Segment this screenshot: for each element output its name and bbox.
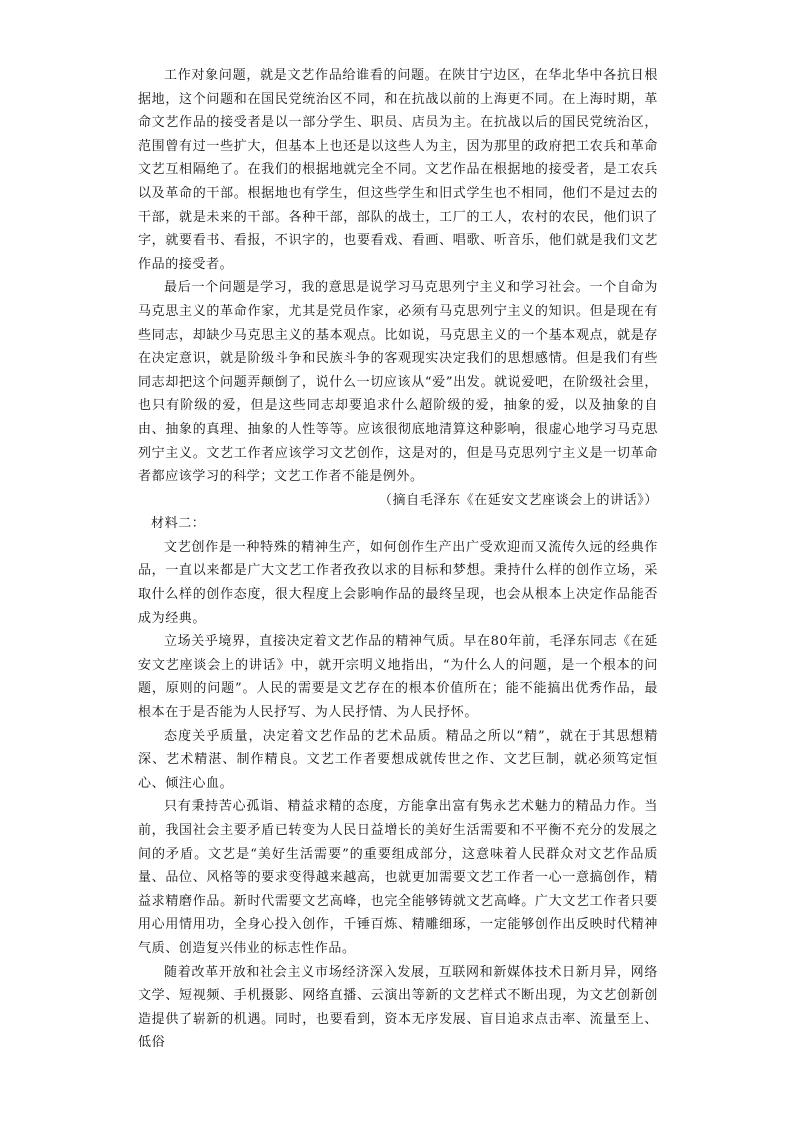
paragraph-audience: 工作对象问题，就是文艺作品给谁看的问题。在陕甘宁边区，在华北华中各抗日根据地，这个问题和在国民党统治区不同，和在抗战以前的上海更不同。在上海时期，革命文艺作品的接受者是以一部分学生、职员、店员为主。在抗战以后的国民党统治区，范围曾有过一些扩大，但基本上也还是以这些人为主，因为那里的政府把工农兵和革命文艺互相隔绝了。在我们的根据地就完全不同。文艺作品在根据地的接受者，是工农兵以及革命的干部。根据地也有学生，但这些学生和旧式学生也不相同，他们不是过去的干部，就是未来的干部。各种干部，部队的战士，工厂的工人，农村的农民，他们识了字，就要看书、看报，不识字的，也要看戏、看画、唱歌、听音乐，他们就是我们文艺作品的接受者。 xyxy=(138,68,658,272)
source-citation: （摘自毛泽东《在延安文艺座谈会上的讲话》） xyxy=(378,492,658,508)
paragraph-attitude: 态度关乎质量，决定着文艺作品的艺术品质。精品之所以“精”，就在于其思想精深、艺术精湛、制作精良。文艺工作者要想成就传世之作、文艺巨制，就必须笃定恒心、倾注心血。 xyxy=(138,728,658,791)
paragraph-reform: 随着改革开放和社会主义市场经济深入发展，互联网和新媒体技术日新月异，网络文学、短视频、手机摄影、网络直播、云演出等新的文艺样式不断出现，为文艺创新创造提供了崭新的机遇。同时，也要看到，资本无序发展、盲目追求点击率、流量至上、低俗 xyxy=(138,964,658,1051)
document-body xyxy=(138,64,658,1055)
paragraph-stance: 立场关乎境界，直接决定着文艺作品的精神气质。早在80年前，毛泽东同志《在延安文艺座谈会上的讲话》中，就开宗明义地指出，“为什么人的问题，是一个根本的问题，原则的问题”。人民的需要是文艺存在的根本价值所在；能不能搞出优秀作品，最根本在于是否能为人民抒写、为人民抒情、为人民抒怀。 xyxy=(138,634,658,721)
paragraph-creation: 文艺创作是一种特殊的精神生产，如何创作生产出广受欢迎而又流传久远的经典作品，一直以来都是广大文艺工作者孜孜以求的目标和梦想。秉持什么样的创作立场，采取什么样的创作态度，很大程度上会影响作品的最终呈现，也会从根本上决定作品能否成为经典。 xyxy=(138,539,658,626)
material-two-label: 材料二： xyxy=(151,516,206,532)
paragraph-excellence: 只有秉持苦心孤诣、精益求精的态度，方能拿出富有隽永艺术魅力的精品力作。当前，我国社会主要矛盾已转变为人民日益增长的美好生活需要和不平衡不充分的发展之间的矛盾。文艺是“美好生活需要”的重要组成部分，这意味着人民群众对文艺作品质量、品位、风格等的要求变得越来越高，也就更加需要文艺工作者一心一意搞创作，精益求精磨作品。新时代需要文艺高峰，也完全能够铸就文艺高峰。广大文艺工作者只要用心用情用功，全身心投入创作，千锤百炼、精雕细琢，一定能够创作出反映时代精神气质、创造复兴伟业的标志性作品。 xyxy=(138,799,658,956)
paragraph-study: 最后一个问题是学习，我的意思是说学习马克思列宁主义和学习社会。一个自命为马克思主义的革命作家，尤其是党员作家，必须有马克思列宁主义的知识。但是现在有些同志，却缺少马克思主义的基本观点。比如说，马克思主义的一个基本观点，就是存在决定意识，就是阶级斗争和民族斗争的客观现实决定我们的思想感情。但是我们有些同志却把这个问题弄颠倒了，说什么一切应该从“爱”出发。就说爱吧，在阶级社会里，也只有阶级的爱，但是这些同志却要追求什么超阶级的爱，抽象的爱，以及抽象的自由、抽象的真理、抽象的人性等等。应该很彻底地清算这种影响，很虚心地学习马克思列宁主义。文艺工作者应该学习文艺创作，这是对的，但是马克思列宁主义是一切革命者都应该学习的科学；文艺工作者不能是例外。 xyxy=(138,280,658,485)
